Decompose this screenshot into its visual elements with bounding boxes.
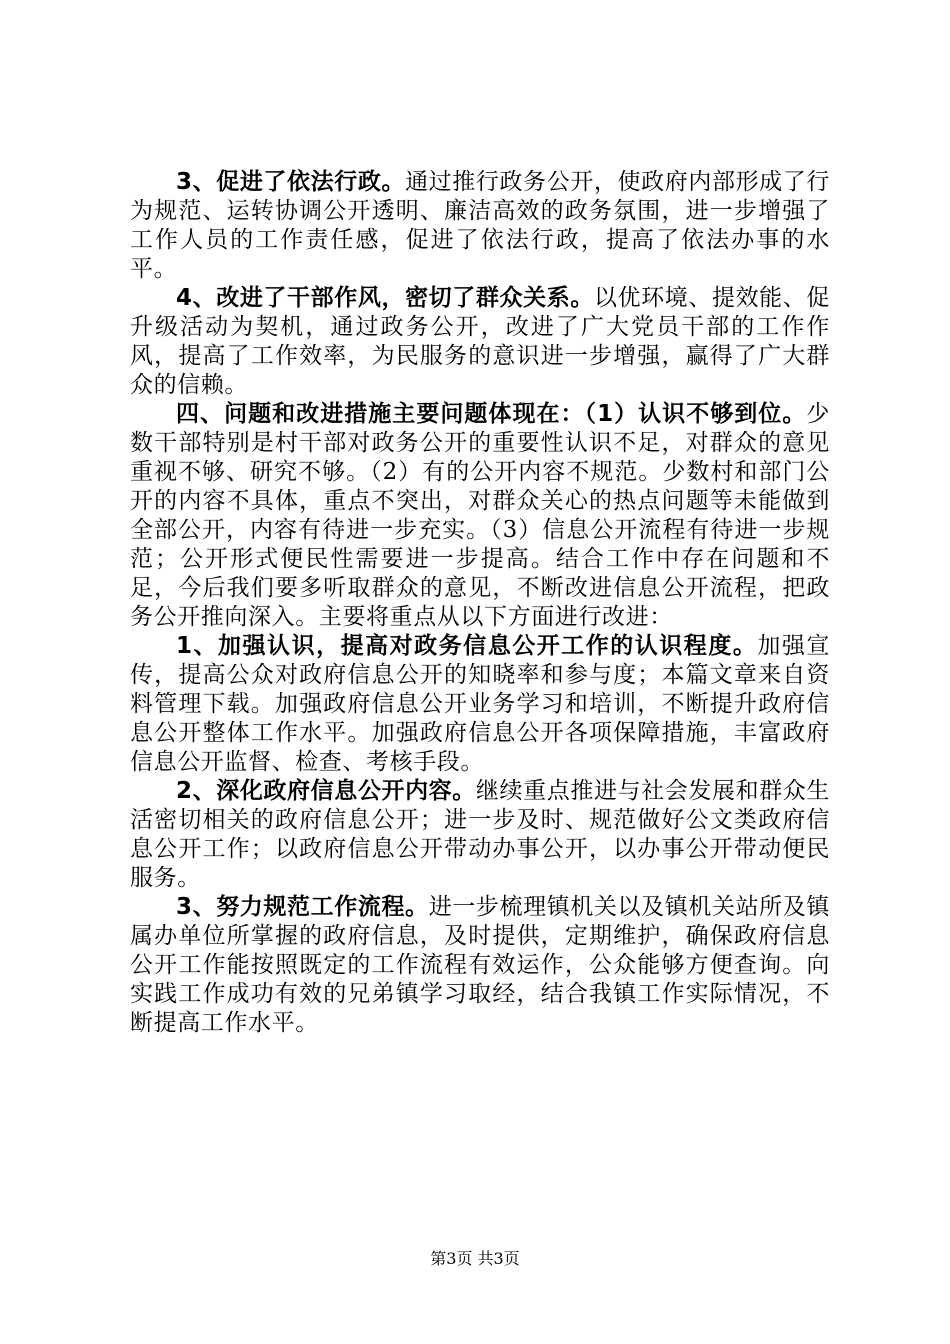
page-number-label: 第3页 共3页 xyxy=(430,1249,520,1268)
paragraph-1-heading: 3、促进了依法行政。 xyxy=(176,169,406,195)
paragraph-2-text: 以优环境、提效能、促升级活动为契机，通过政务公开，改进了广大党员干部的工作作风，提高了工作效率，为民服务的意识进一步增强，赢得了广大群众的信赖。 xyxy=(130,285,830,398)
paragraph-3 xyxy=(130,400,830,632)
paragraph-2-heading: 4、改进了干部作风，密切了群众关系。 xyxy=(176,285,594,311)
paragraph-1 xyxy=(130,168,830,284)
paragraph-5-text: 继续重点推进与社会发展和群众生活密切相关的政府信息公开；进一步及时、规范做好公文类政府信息公开工作；以政府信息公开带动办事公开，以办事公开带动便民服务。 xyxy=(130,778,831,891)
paragraph-6 xyxy=(130,893,830,1038)
paragraph-6-heading: 3、努力规范工作流程。 xyxy=(176,894,429,920)
paragraph-3-heading: 四、问题和改进措施主要问题体现在：（1）认识不够到位。 xyxy=(176,401,807,427)
paragraph-5-heading: 2、深化政府信息公开内容。 xyxy=(176,778,476,804)
paragraph-4-heading: 1、加强认识，提高对政务信息公开工作的认识程度。 xyxy=(176,633,758,659)
paragraph-3-text: 少数干部特别是村干部对政务公开的重要性认识不足，对群众的意见重视不够、研究不够。（2）有的公开内容不规范。少数村和部门公开的内容不具体，重点不突出，对群众关心的热点问题等未能做到全部公开，内容有待进一步充实。（3）信息公开流程有待进一步规范；公开形式便民性需要进一步提高。结合工作中存在问题和不足，今后我们要多听取群众的意见，不断改进信息公开流程，把政务公开推向深入。主要将重点从以下方面进行改进： xyxy=(130,401,830,630)
paragraph-2 xyxy=(130,284,830,400)
paragraph-6-text: 进一步梳理镇机关以及镇机关站所及镇属办单位所掌握的政府信息，及时提供，定期维护，确保政府信息公开工作能按照既定的工作流程有效运作，公众能够方便查询。向实践工作成功有效的兄弟镇学习取经，结合我镇工作实际情况，不断提高工作水平。 xyxy=(130,894,830,1036)
paragraph-1-text: 通过推行政务公开，使政府内部形成了行为规范、运转协调公开透明、廉洁高效的政务氛围，进一步增强了工作人员的工作责任感，促进了依法行政，提高了依法办事的水平。 xyxy=(130,169,830,282)
paragraph-4-text: 加强宣传，提高公众对政府信息公开的知晓率和参与度；本篇文章来自资料管理下载。加强政府信息公开业务学习和培训，不断提升政府信息公开整体工作水平。加强政府信息公开各项保障措施，丰富政府信息公开监督、检查、考核手段。 xyxy=(130,633,830,775)
document-body xyxy=(130,168,830,1038)
page-footer xyxy=(0,1246,950,1269)
paragraph-4 xyxy=(130,632,830,777)
paragraph-5 xyxy=(130,777,830,893)
